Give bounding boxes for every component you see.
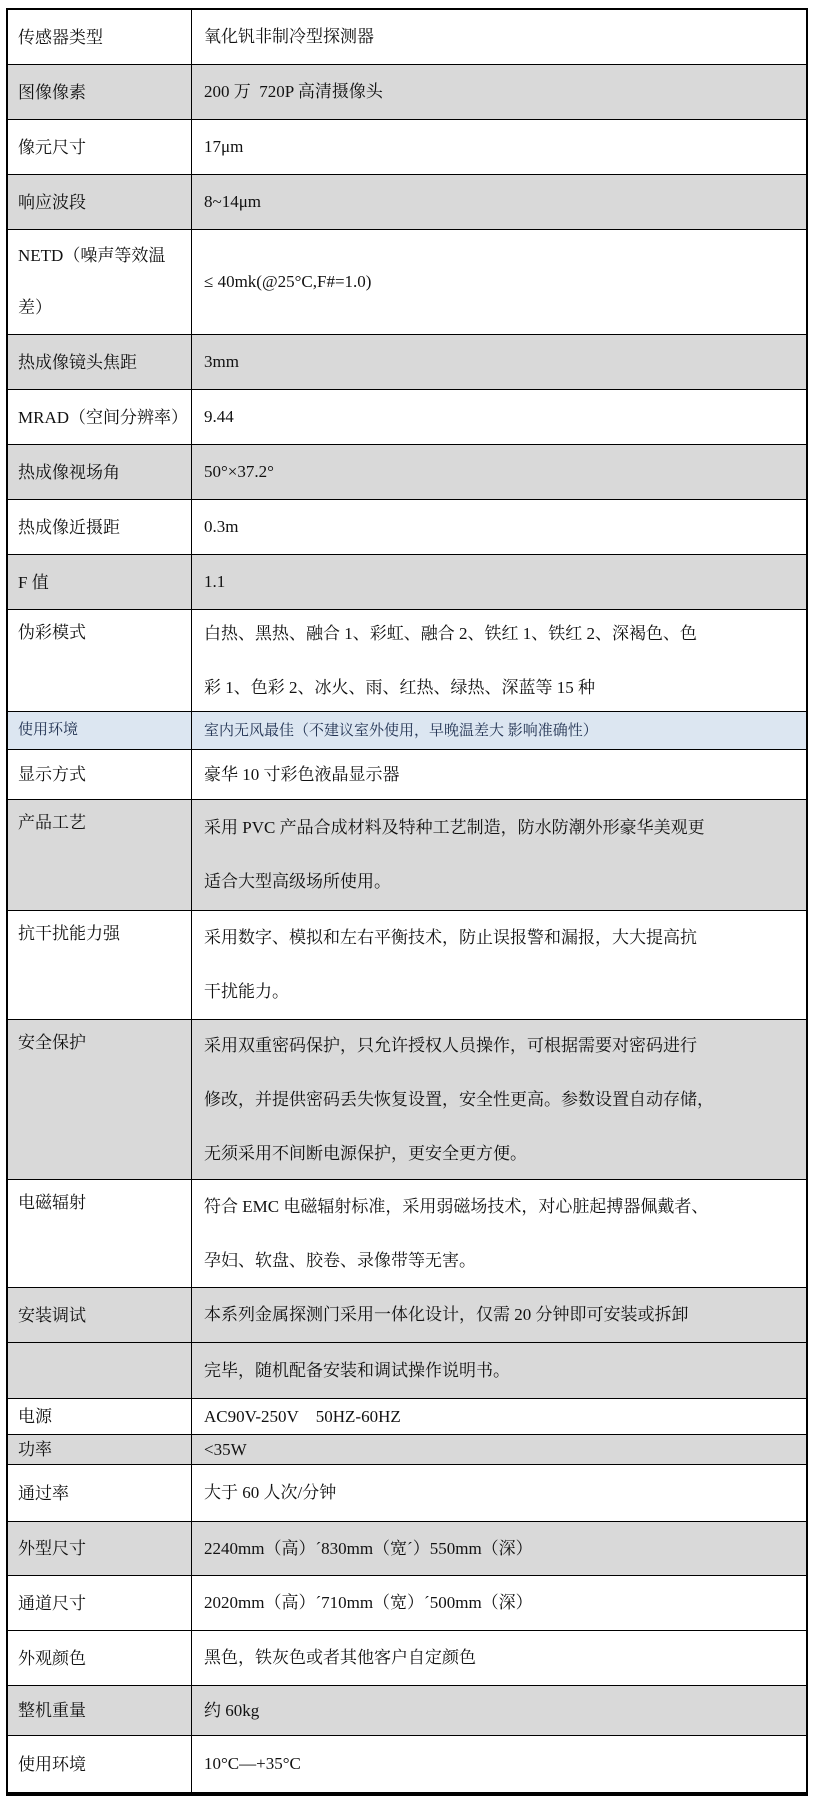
row-value-line: 彩 1、色彩 2、冰火、雨、红热、绿热、深蓝等 15 种 bbox=[204, 677, 595, 697]
row-label: F 值 bbox=[8, 555, 192, 609]
table-row bbox=[8, 174, 806, 229]
table-row bbox=[8, 444, 806, 499]
row-value bbox=[192, 1343, 806, 1398]
row-label: 电源 bbox=[8, 1399, 192, 1434]
row-value-line: 采用 PVC 产品合成材料及特种工艺制造，防水防潮外形豪华美观更 bbox=[204, 818, 705, 837]
row-label: 显示方式 bbox=[8, 750, 192, 799]
row-value-line: 50°×37.2° bbox=[204, 462, 274, 481]
table-row bbox=[8, 1342, 806, 1398]
table-row bbox=[8, 229, 806, 334]
row-value bbox=[192, 1576, 806, 1630]
row-label: 热成像视场角 bbox=[8, 445, 192, 499]
table-row bbox=[8, 1685, 806, 1735]
row-label: 使用环境 bbox=[8, 712, 192, 749]
table-row bbox=[8, 1287, 806, 1342]
row-value-line: 符合 EMC 电磁辐射标准，采用弱磁场技术，对心脏起搏器佩戴者、 bbox=[204, 1196, 709, 1216]
row-value bbox=[192, 800, 806, 910]
row-value-line: 氧化钒非制冷型探测器 bbox=[204, 27, 374, 46]
table-row bbox=[8, 1179, 806, 1287]
row-value-line: 无须采用不间断电源保护，更安全更方便。 bbox=[204, 1143, 527, 1163]
row-value bbox=[192, 555, 806, 609]
row-label: NETD（噪声等效温差） bbox=[8, 230, 192, 334]
row-label: 传感器类型 bbox=[8, 10, 192, 64]
row-label: 功率 bbox=[8, 1435, 192, 1464]
table-row bbox=[8, 910, 806, 1019]
row-value-line: 9.44 bbox=[204, 407, 234, 426]
row-value bbox=[192, 230, 806, 334]
row-value-line: ≤ 40mk(@25°C,F#=1.0) bbox=[204, 272, 372, 291]
row-label: MRAD（空间分辨率） bbox=[8, 390, 192, 444]
row-value-line: 室内无风最佳（不建议室外使用，早晚温差大 影响准确性） bbox=[204, 722, 598, 739]
row-label: 像元尺寸 bbox=[8, 120, 192, 174]
table-row bbox=[8, 554, 806, 609]
table-row bbox=[8, 1735, 806, 1792]
row-label: 图像像素 bbox=[8, 65, 192, 119]
row-value bbox=[192, 1686, 806, 1735]
row-value bbox=[192, 1020, 806, 1179]
row-value bbox=[192, 500, 806, 554]
row-value-line: 1.1 bbox=[204, 572, 226, 591]
row-label: 使用环境 bbox=[8, 1736, 192, 1792]
row-value-line: 2020mm（高）´710mm（宽）´500mm（深） bbox=[204, 1593, 533, 1612]
row-value bbox=[192, 1522, 806, 1575]
row-value-line: 3mm bbox=[204, 352, 239, 371]
row-value bbox=[192, 750, 806, 799]
row-value bbox=[192, 1465, 806, 1521]
row-value bbox=[192, 445, 806, 499]
row-value-line: 孕妇、软盘、胶卷、录像带等无害。 bbox=[204, 1250, 476, 1270]
row-value bbox=[192, 1288, 806, 1342]
table-row bbox=[8, 799, 806, 910]
table-row bbox=[8, 119, 806, 174]
row-value-line: 黑色，铁灰色或者其他客户自定颜色 bbox=[204, 1648, 476, 1667]
row-value bbox=[192, 1736, 806, 1792]
table-row bbox=[8, 10, 806, 64]
row-value-line: 10°C—+35°C bbox=[204, 1754, 301, 1773]
row-value bbox=[192, 610, 806, 711]
table-row bbox=[8, 1019, 806, 1179]
row-label: 热成像镜头焦距 bbox=[8, 335, 192, 389]
table-row bbox=[8, 609, 806, 711]
row-label bbox=[8, 1343, 192, 1398]
table-row bbox=[8, 1521, 806, 1575]
table-row bbox=[8, 749, 806, 799]
table-row bbox=[8, 1630, 806, 1685]
row-label: 电磁辐射 bbox=[8, 1180, 192, 1287]
row-label: 通过率 bbox=[8, 1465, 192, 1521]
row-label: 响应波段 bbox=[8, 175, 192, 229]
row-label: 外型尺寸 bbox=[8, 1522, 192, 1575]
table-row bbox=[8, 389, 806, 444]
table-row bbox=[8, 711, 806, 749]
row-label: 热成像近摄距 bbox=[8, 500, 192, 554]
row-value-line: 大于 60 人次/分钟 bbox=[204, 1483, 337, 1502]
row-value-line: 采用数字、模拟和左右平衡技术，防止误报警和漏报，大大提高抗 bbox=[204, 928, 697, 947]
row-label: 通道尺寸 bbox=[8, 1576, 192, 1630]
row-value bbox=[192, 1631, 806, 1685]
row-value-line: 本系列金属探测门采用一体化设计，仅需 20 分钟即可安装或拆卸 bbox=[204, 1305, 689, 1324]
row-label: 安装调试 bbox=[8, 1288, 192, 1342]
row-label: 整机重量 bbox=[8, 1686, 192, 1735]
row-value bbox=[192, 1435, 806, 1464]
row-value-line: 2240mm（高）´830mm（宽´）550mm（深） bbox=[204, 1538, 533, 1558]
row-value-line: 豪华 10 寸彩色液晶显示器 bbox=[204, 764, 400, 784]
spec-table bbox=[6, 8, 808, 1796]
table-row bbox=[8, 1575, 806, 1630]
table-row bbox=[8, 1398, 806, 1434]
row-value-line: 修改，并提供密码丢失恢复设置，安全性更高。参数设置自动存储， bbox=[204, 1089, 714, 1109]
row-value bbox=[192, 911, 806, 1019]
row-value-line: 17μm bbox=[204, 137, 244, 156]
row-value-line: 完毕，随机配备安装和调试操作说明书。 bbox=[204, 1360, 510, 1380]
row-value bbox=[192, 335, 806, 389]
row-label: 抗干扰能力强 bbox=[8, 911, 192, 1019]
row-value-line: <35W bbox=[204, 1439, 247, 1459]
row-value bbox=[192, 65, 806, 119]
table-row bbox=[8, 64, 806, 119]
row-value bbox=[192, 1399, 806, 1434]
row-value-line: 8~14μm bbox=[204, 192, 262, 211]
table-row bbox=[8, 1464, 806, 1521]
row-value bbox=[192, 175, 806, 229]
row-value-line: 采用双重密码保护，只允许授权人员操作，可根据需要对密码进行 bbox=[204, 1035, 697, 1055]
row-label: 伪彩模式 bbox=[8, 610, 192, 711]
row-value-line: 适合大型高级场所使用。 bbox=[204, 872, 391, 891]
row-value bbox=[192, 120, 806, 174]
row-label: 安全保护 bbox=[8, 1020, 192, 1179]
row-value bbox=[192, 1180, 806, 1287]
row-value-line: 干扰能力。 bbox=[204, 982, 289, 1001]
row-value-line: AC90V-250V 50HZ-60HZ bbox=[204, 1406, 401, 1426]
table-row bbox=[8, 499, 806, 554]
row-value-line: 200 万 720P 高清摄像头 bbox=[204, 82, 383, 101]
row-value-line: 白热、黑热、融合 1、彩虹、融合 2、铁红 1、铁红 2、深褐色、色 bbox=[204, 623, 697, 643]
row-value bbox=[192, 712, 806, 749]
row-label: 外观颜色 bbox=[8, 1631, 192, 1685]
row-value bbox=[192, 10, 806, 64]
row-value bbox=[192, 390, 806, 444]
row-value-line: 0.3m bbox=[204, 517, 239, 536]
row-label: 产品工艺 bbox=[8, 800, 192, 910]
row-value-line: 约 60kg bbox=[204, 1700, 260, 1720]
table-row bbox=[8, 1434, 806, 1464]
table-row bbox=[8, 334, 806, 389]
